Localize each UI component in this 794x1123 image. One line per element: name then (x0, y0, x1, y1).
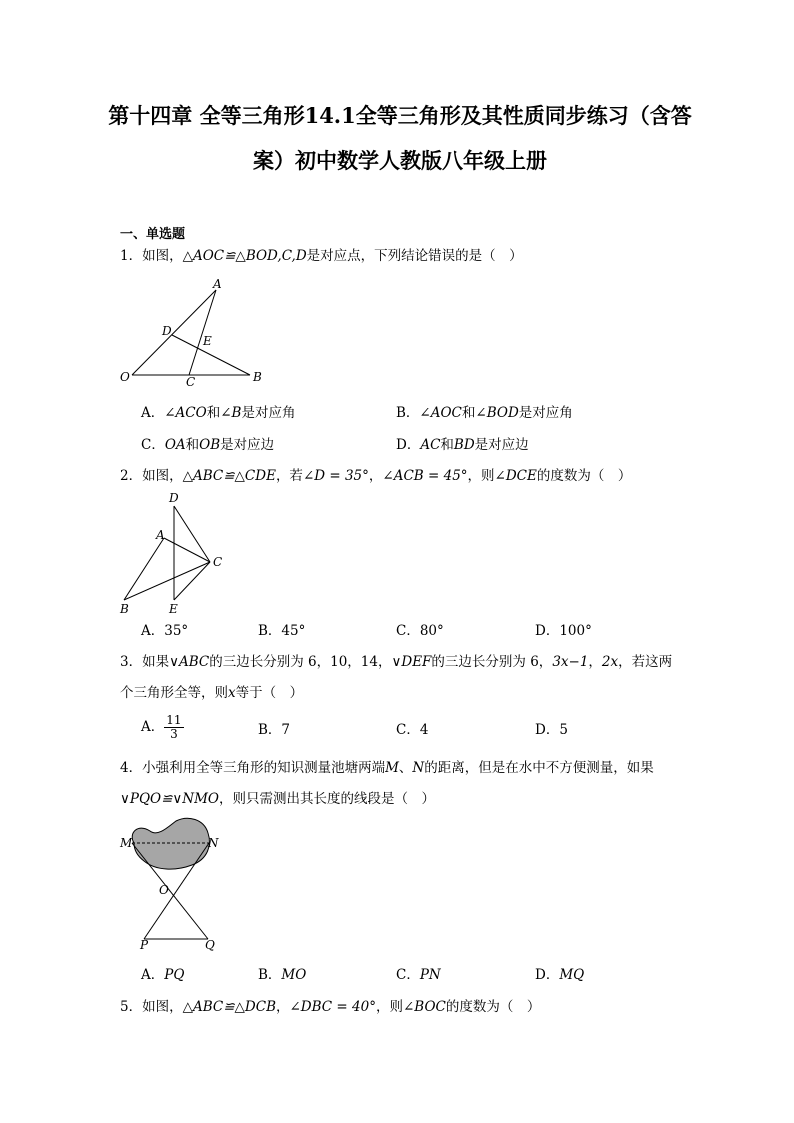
question-2-option-b[interactable]: B．45° (258, 623, 306, 639)
label-a: A (213, 278, 222, 291)
label-o: O (159, 883, 169, 897)
question-1-option-a[interactable]: A．∠ACO和∠B是对应角 (141, 405, 296, 421)
question-2-option-c[interactable]: C．80° (396, 623, 444, 639)
label-e: E (203, 334, 212, 348)
question-5-stem: 5．如图，△ABC≌△DCB，∠DBC = 40°，则∠BOC的度数为（ ） (120, 999, 541, 1015)
label-q: Q (205, 938, 215, 952)
label-n: N (208, 836, 219, 850)
question-1-option-c[interactable]: C．OA和OB是对应边 (141, 437, 275, 453)
label-c: C (213, 555, 223, 569)
question-3-option-b[interactable]: B．7 (258, 722, 291, 738)
label-p: P (140, 938, 149, 952)
label-m: M (120, 836, 133, 850)
question-1-figure (112, 278, 272, 388)
label-c: C (186, 375, 196, 388)
question-1-stem (120, 247, 523, 265)
question-1-number: 1．如图， (120, 248, 183, 264)
label-d: D (169, 491, 179, 505)
question-2-option-d[interactable]: D．100° (535, 623, 592, 639)
question-4-stem-line-1: 4．小强利用全等三角形的知识测量池塘两端M、N的距离，但是在水中不方便测量，如果 (120, 760, 654, 776)
label-e: E (169, 602, 178, 616)
question-3-stem-line-2: 个三角形全等，则x等于（ ） (120, 685, 304, 701)
question-4-option-d[interactable]: D．MQ (535, 967, 585, 983)
label-b: B (120, 602, 129, 616)
question-2-figure (112, 488, 242, 618)
question-4-option-a[interactable]: A．PQ (141, 967, 185, 983)
question-2-stem: 2．如图，△ABC≌△CDE，若∠D = 35°，∠ACB = 45°，则∠DCE的度数为（ ） (120, 468, 632, 484)
question-1-math: △AOC≌△BOD,C,D (182, 248, 307, 264)
label-d: D (162, 324, 172, 338)
question-1-option-d[interactable]: D．AC和BD是对应边 (396, 437, 529, 453)
label-b: B (253, 370, 262, 384)
page-title-line-2: 案）初中数学人教版八年级上册 (253, 148, 547, 173)
question-4-option-c[interactable]: C．PN (396, 967, 441, 983)
question-3-option-c[interactable]: C．4 (396, 722, 429, 738)
question-3-stem-line-1: 3．如果∨ABC的三边长分别为 6，10，14，∨DEF的三边长分别为 6，3x−1，2x，若这两 (120, 654, 673, 670)
question-3-option-d[interactable]: D．5 (535, 722, 568, 738)
question-1-option-b[interactable]: B．∠AOC和∠BOD是对应角 (396, 405, 573, 421)
question-2-option-a[interactable]: A．35° (141, 623, 189, 639)
question-4-stem-line-2: ∨PQO≌∨NMO，则只需测出其长度的线段是（ ） (120, 791, 435, 807)
page-title-line-1: 第十四章 全等三角形14.1全等三角形及其性质同步练习（含答 (108, 103, 692, 128)
question-1-text: 是对应点，下列结论错误的是（ ） (306, 248, 523, 264)
fraction: $\frac{11}{3}$ (166, 713, 182, 741)
label-o: O (120, 370, 130, 384)
question-3-option-a[interactable]: A． $\frac{11}{3}$ (141, 713, 182, 741)
question-4-figure (112, 815, 232, 955)
section-heading: 一、单选题 (120, 227, 186, 242)
question-4-option-b[interactable]: B．MO (258, 967, 307, 983)
label-a: A (156, 528, 165, 542)
